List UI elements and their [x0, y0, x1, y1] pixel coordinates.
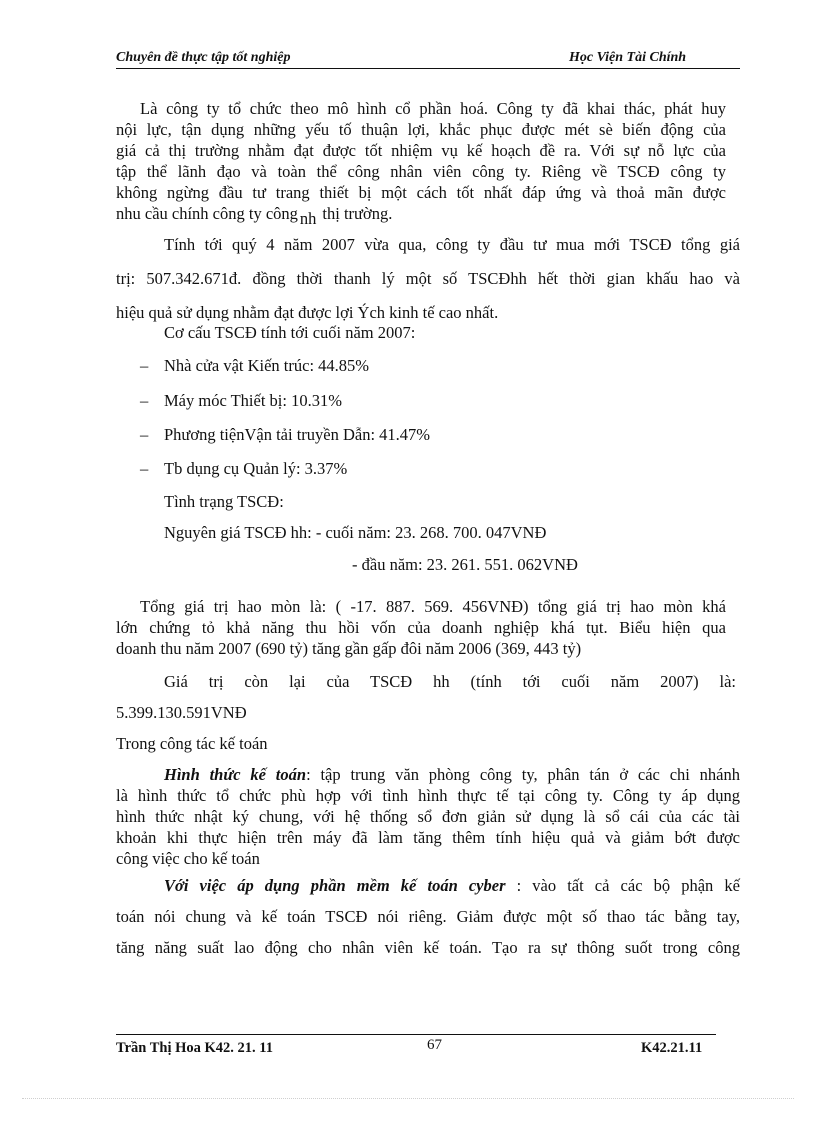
structure-item-tools: Tb dụng cụ Quản lý: 3.37% — [164, 459, 348, 478]
paragraph-company-model — [116, 98, 726, 228]
status-title: Tình trạng TSCĐ: — [164, 492, 284, 511]
paragraph-software — [116, 870, 740, 963]
text-line: doanh thu năm 2007 (690 tỷ) tăng gần gấp đôi năm 2006 (369, 443 tỷ) — [116, 639, 582, 658]
original-cost-start: - đầu năm: 23. 261. 551. 062VNĐ — [352, 555, 578, 574]
footer-class: K42.21.11 — [641, 1040, 703, 1056]
text-line: Với việc áp dụng phần mềm kế toán cyber : vào tất cả các bộ phận kế — [164, 876, 740, 895]
structure-item-buildings: Nhà cửa vật Kiến trúc: 44.85% — [164, 356, 370, 375]
paragraph-accounting-form — [116, 764, 740, 869]
subscript-fragment: nh — [299, 209, 317, 228]
header-left: Chuyên đề thực tập tốt nghiệp — [116, 50, 291, 65]
text-line: trị: 507.342.671đ. đồng thời thanh lý một số TSCĐhh hết thời gian khấu hao và — [116, 269, 740, 288]
bold-term: Với việc áp dụng phần mềm kế toán cyber — [164, 876, 506, 895]
text-line: giá cả thị trường nhằm đạt được tốt nhiệm vụ kế hoạch đề ra. Với sự nỗ lực của — [116, 141, 726, 160]
bullet-dash: – — [140, 391, 149, 410]
paragraph-depreciation — [116, 596, 726, 659]
text-line: khoản khi thực hiện trên máy đã làm tăng thêm tính hiệu quả và giảm bớt được — [116, 828, 740, 847]
bold-term: Hình thức kế toán — [164, 765, 307, 784]
text-line: Giá trị còn lại của TSCĐ hh (tính tới cuối năm 2007) là: — [164, 672, 736, 691]
section-accounting-title: Trong công tác kế toán — [116, 734, 268, 753]
bullet-dash: – — [140, 459, 149, 478]
header-right: Học Viện Tài Chính — [569, 50, 687, 65]
page-bottom-border — [22, 1098, 794, 1099]
structure-title: Cơ cấu TSCĐ tính tới cuối năm 2007: — [164, 323, 416, 342]
bullet-dash: – — [140, 425, 149, 444]
footer-rule — [116, 1034, 716, 1035]
header-rule — [116, 68, 740, 69]
bullet-dash: – — [140, 356, 149, 375]
text-line: không ngừng đầu tư trang thiết bị một cách tốt nhất đáp ứng và thoả mãn được — [116, 183, 726, 202]
text-line: hiệu quả sử dụng nhằm đạt được lợi Ých kinh tế cao nhất. — [116, 303, 499, 322]
text-line: 5.399.130.591VNĐ — [116, 703, 247, 722]
text-line: lớn chứng tỏ khả năng thu hồi vốn của doanh nghiệp khá tụt. Biểu hiện qua — [116, 618, 726, 637]
text-line: nội lực, tận dụng những yếu tố thuận lợi, khắc phục được mét sè biến động của — [116, 120, 726, 139]
text-line: Tính tới quý 4 năm 2007 vừa qua, công ty đầu tư mua mới TSCĐ tổng giá — [164, 235, 740, 254]
text-line: toán nói chung và kế toán TSCĐ nói riêng. Giảm được một số thao tác bằng tay, — [116, 907, 740, 926]
text-line: Tổng giá trị hao mòn là: ( -17. 887. 569. 456VNĐ) tổng giá trị hao mòn khá — [140, 597, 726, 616]
text-line: Hình thức kế toán: tập trung văn phòng công ty, phân tán ở các chi nhánh — [164, 765, 741, 784]
structure-item-transport: Phương tiệnVận tải truyền Dẫn: 41.47% — [164, 425, 431, 444]
text-line: tăng năng suất lao động cho nhân viên kế toán. Tạo ra sự thông suốt trong công — [116, 938, 740, 957]
text-line: tập thể lãnh đạo và toàn thể công nhân viên công ty. Riêng về TSCĐ công ty — [116, 162, 726, 181]
original-cost-end: Nguyên giá TSCĐ hh: - cuối năm: 23. 268. 700. 047VNĐ — [164, 523, 547, 542]
text-line: là hình thức tổ chức phù hợp với tình hình thực tế tại công ty. Công ty áp dụng — [116, 786, 740, 805]
structure-item-machinery: Máy móc Thiết bị: 10.31% — [164, 391, 342, 410]
text-line: hình thức nhật ký chung, với hệ thống sổ đơn giản sử dụng là sổ cái của các tài — [116, 807, 740, 826]
text-line: Là công ty tổ chức theo mô hình cổ phần hoá. Công ty đã khai thác, phát huy — [140, 99, 726, 118]
footer-author: Trần Thị Hoa K42. 21. 11 — [116, 1040, 273, 1056]
text-line: nhu cầu chính công ty công nh thị trường. — [116, 204, 393, 228]
paragraph-investment — [116, 228, 740, 330]
text-line: công việc cho kế toán — [116, 849, 260, 868]
paragraph-residual-value — [116, 666, 736, 728]
page-number: 67 — [427, 1037, 442, 1053]
